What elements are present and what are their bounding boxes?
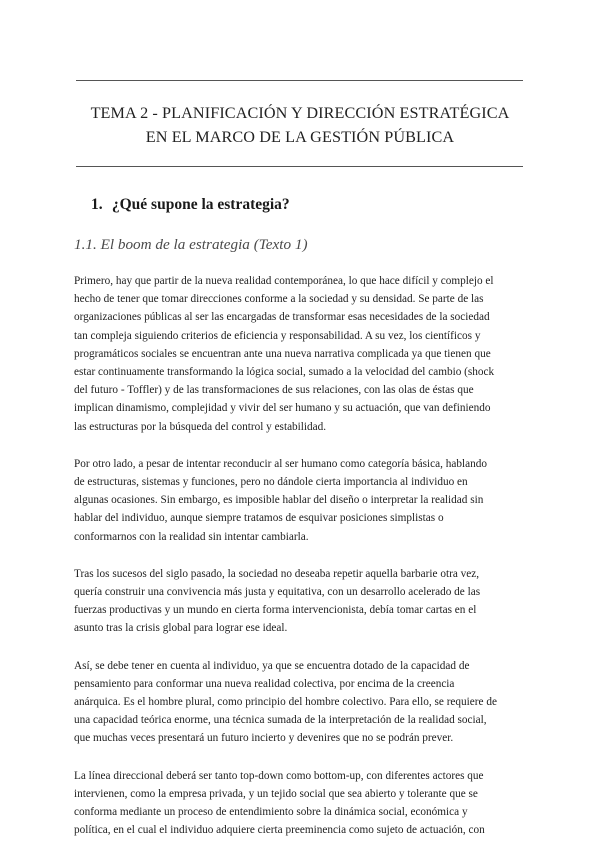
paragraph-line: las estructuras por la búsqueda del control y estabilidad.: [74, 420, 327, 433]
title-line-2: EN EL MARCO DE LA GESTIÓN PÚBLICA: [145, 128, 455, 146]
paragraph-line: intervienen, como la empresa privada, y un tejido social que sea abierto y tolerante que se: [74, 787, 478, 800]
paragraph-line: fuerzas productivas y un mundo en cierta forma intervencionista, debía tomar cartas en el: [74, 604, 477, 617]
paragraph-line: Así, se debe tener en cuenta al individuo, ya que se encuentra dotado de la capacidad de: [74, 659, 470, 672]
section-number: 1.: [91, 196, 103, 213]
paragraph-line: del futuro - Toffler) y de las transformaciones de sus relaciones, con las olas de éstas que: [74, 384, 474, 397]
title-line-1: TEMA 2 - PLANIFICACIÓN Y DIRECCIÓN ESTRATÉGICA: [90, 104, 510, 122]
document-title: [60, 101, 540, 149]
paragraph-line: anárquica. Es el hombre plural, como principio del hombre colectivo. Para ello, se requiere de: [74, 696, 497, 709]
paragraph-line: Tras los sucesos del siglo pasado, la sociedad no deseaba repetir aquella barbarie otra vez,: [74, 567, 480, 580]
paragraph-line: hablar del individuo, aunque siempre tratamos de esquivar posiciones simplistas o: [74, 512, 444, 525]
top-rule: [76, 80, 523, 81]
paragraph: [74, 455, 529, 546]
paragraph-line: tan compleja siguiendo criterios de eficiencia y responsabilidad. A su vez, los científicos y: [74, 329, 481, 342]
paragraph-line: política, en el cual el individuo adquiere cierta preeminencia como sujeto de actuación, con: [74, 824, 485, 837]
document-body: [74, 272, 529, 858]
paragraph-line: hecho de tener que tomar direcciones conforme a la sociedad y su densidad. Se parte de las: [74, 293, 484, 306]
paragraph: [74, 272, 529, 436]
paragraph-line: conformarnos con la realidad sin intentar cambiarla.: [74, 530, 309, 543]
paragraph-line: programáticos sociales se encuentran ante una nueva narrativa complicada ya que tienen que: [74, 347, 491, 360]
subsection-heading: 1.1. El boom de la estrategia (Texto 1): [74, 236, 308, 253]
paragraph-line: implican dinamismo, complejidad y vivir del ser humano y su actuación, que van definiendo: [74, 402, 491, 415]
paragraph-line: La línea direccional deberá ser tanto top-down como bottom-up, con diferentes actores que: [74, 769, 484, 782]
bottom-rule: [76, 166, 523, 167]
section-title: ¿Qué supone la estrategia?: [111, 196, 290, 213]
paragraph-line: de estructuras, sistemas y funciones, pero no dándole cierta importancia al individuo en: [74, 476, 468, 489]
paragraph-line: pensamiento para conformar una nueva realidad colectiva, por encima de la creencia: [74, 677, 455, 690]
paragraph: [74, 657, 529, 748]
paragraph: [74, 565, 529, 638]
paragraph: [74, 767, 529, 840]
paragraph-line: Por otro lado, a pesar de intentar reconducir al ser humano como categoría básica, hablando: [74, 457, 487, 470]
paragraph-line: estar continuamente transformando la lógica social, sumado a la velocidad del cambio (shock: [74, 366, 495, 379]
paragraph-line: conforma mediante un proceso de entendimiento sobre la dinámica social, económica y: [74, 806, 468, 819]
paragraph-line: algunas ocasiones. Sin embargo, es imposible hablar del diseño o interpretar la realidad sin: [74, 494, 484, 507]
paragraph-line: Primero, hay que partir de la nueva realidad contemporánea, lo que hace difícil y complejo el: [74, 275, 494, 287]
paragraph-line: asunto tras la crisis global para lograr ese ideal.: [74, 622, 288, 635]
section-heading: [91, 196, 290, 214]
paragraph-line: organizaciones públicas al ser las encargadas de transformar esas necesidades de la sociedad: [74, 311, 490, 324]
paragraph-line: quería construir una convivencia más justa y equitativa, con un desarrollo acelerado de las: [74, 586, 481, 599]
paragraph-line: una capacidad teórica enorme, una técnica sumada de la interpretación de la realidad social,: [74, 714, 487, 727]
paragraph-line: que muchas veces presentará un futuro incierto y devenires que no se podrán prever.: [74, 732, 454, 745]
